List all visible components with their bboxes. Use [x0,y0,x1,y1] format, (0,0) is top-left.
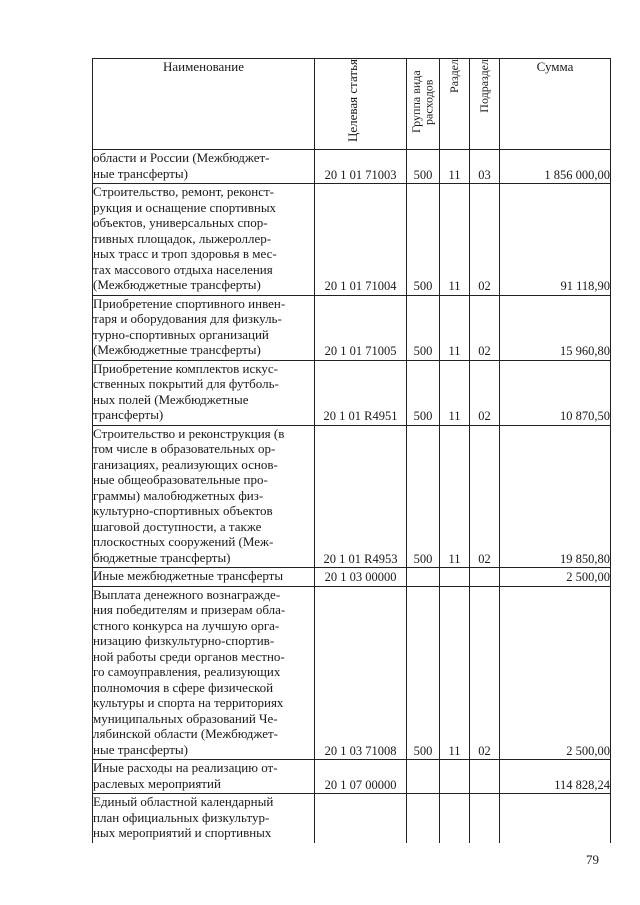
row-name-line: ных трасс и троп здоровья в мес- [93,246,277,261]
row-target-code [315,794,407,843]
row-target-code [315,568,407,587]
table-row [93,568,611,587]
row-sum-value [500,827,610,843]
row-name-line: Иные расходы на реализацию от- [93,760,278,775]
row-subsection [470,425,500,568]
header-subsection: Подраздел [470,59,500,150]
row-subsection-value: 03 [478,167,491,182]
row-section-value: 11 [448,409,461,423]
row-subsection [470,586,500,760]
row-subsection-value: 02 [478,743,491,758]
row-name-line: тивных площадок, лыжероллер- [93,230,272,246]
row-name-line: раслевых мероприятий [93,775,221,791]
row-name-line: Единый областной календарный [93,794,274,809]
row-name-line: ные трансферты) [93,165,188,181]
header-group: Группа вида расходов [407,59,440,150]
header-target: Целевая статья [315,59,407,150]
row-target-code-value: 20 1 01 71003 [324,167,397,182]
row-name-line: объектов, универсальных спор- [93,215,268,230]
row-section [440,794,470,843]
row-target-code [315,586,407,760]
row-group [407,586,440,760]
page-number: 79 [586,852,599,867]
row-subsection-value: 02 [478,409,491,423]
row-name-line: том числе в образовательных ор- [93,441,276,456]
row-group [407,360,440,425]
row-name-line: бюджетные трансферты) [93,549,231,565]
row-target-code [315,425,407,568]
row-sum [500,586,611,760]
row-target-code-value: 20 1 01 R4951 [323,409,398,423]
row-subsection-value: 02 [478,551,491,566]
row-name-line: области и России (Межбюджет- [93,150,270,165]
header-name: Наименование [93,59,315,150]
header-section: Раздел [440,59,470,150]
row-sum-value: 91 118,90 [560,279,610,293]
row-name [93,586,315,760]
row-sum [500,794,611,843]
row-subsection-value: 02 [478,279,491,293]
row-sum-value: 114 828,24 [554,777,610,792]
row-subsection [470,150,500,184]
row-section-value: 11 [448,344,461,358]
row-section [440,586,470,760]
row-name-line: лябинской области (Межбюджет- [93,726,279,741]
row-name [93,794,315,843]
row-section [440,360,470,425]
row-name-line: граммы) малобюджетных физ- [93,487,264,503]
row-section-value [440,570,469,586]
row-subsection [470,568,500,587]
row-group-value [407,827,439,843]
row-section [440,425,470,568]
row-name-line: культурно-спортивных объектов [93,503,273,518]
header-sum: Сумма [500,59,611,150]
row-name [93,295,315,360]
row-sum [500,760,611,794]
row-name-line: шаговой доступности, а также [93,518,262,534]
row-group [407,568,440,587]
row-section-value: 11 [448,743,461,758]
row-subsection-value: 02 [478,344,491,358]
row-name-line: ния победителям и призерам обла- [93,602,286,617]
row-name-line: Строительство, ремонт, реконст- [93,184,274,199]
row-name-line: Выплата денежного вознагражде- [93,586,281,602]
budget-table [92,58,611,843]
row-name-line: (Межбюджетные трансферты) [93,342,261,357]
row-name-line: ных полей (Межбюджетные [93,391,249,407]
row-target-code-value [315,827,406,843]
row-target-code-value: 20 1 03 71008 [324,743,397,758]
row-name-line: план официальных физкультур- [93,809,270,825]
row-subsection [470,760,500,794]
table-row [93,425,611,568]
row-name-line: ственных покрытий для футболь- [93,376,279,391]
row-subsection [470,295,500,360]
row-group-value: 500 [413,743,433,758]
row-group-value: 500 [413,344,433,358]
row-target-code-value: 20 1 07 00000 [324,777,397,792]
row-name [93,425,315,568]
row-target-code-value: 20 1 03 00000 [324,570,397,584]
row-target-code [315,150,407,184]
row-sum [500,184,611,296]
row-section-value: 11 [448,551,461,566]
row-name-line: го самоуправления, реализующих [93,664,281,679]
row-sum-value: 2 500,00 [566,743,610,758]
row-target-code [315,184,407,296]
row-target-code [315,360,407,425]
row-name-line: Приобретение спортивного инвен- [93,295,286,311]
row-subsection-value [470,778,499,794]
row-subsection [470,184,500,296]
row-name-line: ные трансферты) [93,741,188,757]
row-name [93,184,315,296]
row-group [407,184,440,296]
row-name-line: Иные межбюджетные трансферты [93,568,284,583]
row-sum [500,360,611,425]
row-group [407,794,440,843]
row-name [93,150,315,184]
row-sum-value: 15 960,80 [560,344,610,358]
row-group [407,150,440,184]
row-name-line: трансферты) [93,407,164,422]
row-section [440,184,470,296]
row-name-line: плоскостных сооружений (Меж- [93,534,274,549]
row-group-value: 500 [413,551,433,566]
table-row [93,184,611,296]
row-target-code-value: 20 1 01 R4953 [323,551,398,566]
row-group [407,760,440,794]
row-subsection-value [470,570,499,586]
row-name-line: стного конкурса на лучшую орга- [93,617,280,633]
row-target-code [315,760,407,794]
row-group-value: 500 [413,167,433,182]
row-group [407,295,440,360]
row-name-line: рукция и оснащение спортивных [93,199,277,215]
row-section [440,150,470,184]
row-name-line: Строительство и реконструкция (в [93,425,285,441]
row-group-value [407,570,439,586]
row-name-line: тах массового отдыха населения [93,261,273,277]
table-row [93,150,611,184]
row-name [93,760,315,794]
table-body [93,150,611,843]
row-name-line: муниципальных образований Че- [93,710,278,726]
row-name-line: полномочия в сфере физической [93,679,274,695]
row-group [407,425,440,568]
row-section [440,295,470,360]
row-name-line: Приобретение комплектов искус- [93,360,278,376]
row-sum-value: 19 850,80 [560,551,610,566]
row-name-line: ганизациях, реализующих основ- [93,456,278,472]
table-row [93,760,611,794]
row-group-value: 500 [413,279,433,293]
row-section [440,760,470,794]
row-sum [500,425,611,568]
row-name [93,568,315,587]
row-group-value [407,778,439,794]
row-target-code-value: 20 1 01 71005 [324,344,397,358]
row-name [93,360,315,425]
row-subsection [470,794,500,843]
row-section [440,568,470,587]
row-sum-value: 10 870,50 [560,409,610,423]
row-section-value: 11 [448,279,461,293]
row-name-line: (Межбюджетные трансферты) [93,277,261,292]
row-subsection [470,360,500,425]
row-name-line: ные общеобразовательные про- [93,472,268,487]
table-row [93,295,611,360]
row-name-line: турно-спортивных организаций [93,326,269,342]
row-sum [500,568,611,587]
row-target-code [315,295,407,360]
table-row [93,794,611,843]
row-name-line: ной работы среди органов местно- [93,648,285,664]
row-sum [500,150,611,184]
row-name-line: ных мероприятий и спортивных [93,825,272,840]
row-name-line: культуры и спорта на территориях [93,695,284,710]
row-sum-value: 2 500,00 [566,570,610,584]
row-name-line: таря и оборудования для физкуль- [93,311,282,326]
row-target-code-value: 20 1 01 71004 [324,279,397,293]
table-row [93,586,611,760]
row-section-value: 11 [448,167,461,182]
row-name-line: низацию физкультурно-спортив- [93,633,275,648]
row-section-value [440,827,469,843]
row-section-value [440,778,469,794]
row-subsection-value [470,827,499,843]
table-row [93,360,611,425]
row-sum-value: 1 856 000,00 [544,167,610,182]
row-sum [500,295,611,360]
table-header-row [93,59,611,150]
row-group-value: 500 [413,409,433,423]
